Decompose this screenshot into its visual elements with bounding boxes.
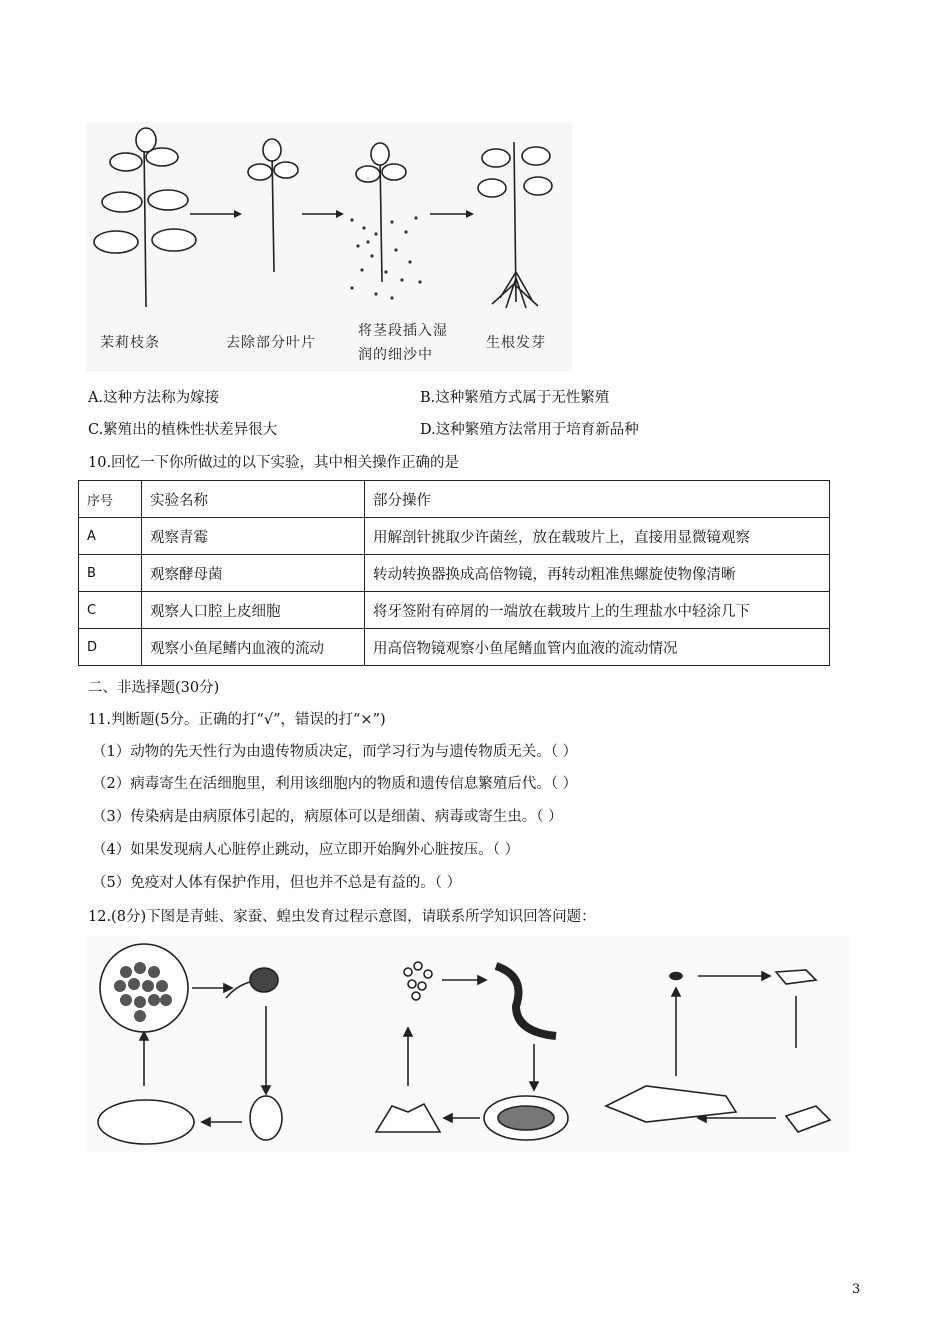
table-row [79, 629, 830, 666]
q10-stem: 10.回忆一下你所做过的以下实验，其中相关操作正确的是 [88, 455, 460, 471]
label-jasmine-branch: 茉莉枝条 [100, 335, 160, 351]
table-row [79, 592, 830, 629]
row-operation: 将牙签附有碎屑的一端放在载玻片上的生理盐水中轻涂几下 [365, 592, 830, 629]
development-cycles-figure [86, 936, 850, 1152]
row-operation: 转动转换器换成高倍物镜，再转动粗准焦螺旋使物像清晰 [365, 555, 830, 592]
header-id: 序号 [79, 481, 142, 518]
label-remove-leaves: 去除部分叶片 [226, 335, 316, 351]
header-operation: 部分操作 [365, 481, 830, 518]
q9-option-d: D.这种繁殖方法常用于培育新品种 [420, 422, 639, 438]
q9-option-b: B.这种繁殖方式属于无性繁殖 [420, 390, 610, 406]
experiment-table [78, 480, 830, 666]
row-operation: 用高倍物镜观察小鱼尾鳍血管内血液的流动情况 [365, 629, 830, 666]
q11-item-3: （3）传染病是由病原体引起的，病原体可以是细菌、病毒或寄生虫。（ ） [92, 809, 563, 825]
page-number: 3 [852, 1282, 861, 1297]
header-name: 实验名称 [142, 481, 365, 518]
row-id: A [79, 518, 142, 555]
q12-stem: 12.(8分)下图是青蛙、家蚕、蝗虫发育过程示意图，请联系所学知识回答问题： [88, 909, 596, 925]
cutting-propagation-figure [86, 122, 572, 372]
row-name: 观察酵母菌 [142, 555, 365, 592]
row-id: D [79, 629, 142, 666]
q11-item-4: （4）如果发现病人心脏停止跳动，应立即开始胸外心脏按压。（ ） [92, 842, 520, 858]
row-name: 观察青霉 [142, 518, 365, 555]
row-id: C [79, 592, 142, 629]
row-id: B [79, 555, 142, 592]
q11-item-5: （5）免疫对人体有保护作用，但也并不总是有益的。（ ） [92, 875, 462, 891]
label-root-sprout: 生根发芽 [486, 335, 546, 351]
label-insert-stem-line1: 将茎段插入湿 [358, 323, 448, 339]
life-cycles-illustration [86, 936, 850, 1152]
q9-option-a: A.这种方法称为嫁接 [88, 390, 220, 406]
q11-item-2: （2）病毒寄生在活细胞里，利用该细胞内的物质和遗传信息繁殖后代。（ ） [92, 776, 578, 792]
label-insert-stem-line2: 润的细沙中 [358, 347, 433, 363]
row-name: 观察人口腔上皮细胞 [142, 592, 365, 629]
table-header-row [79, 481, 830, 518]
row-operation: 用解剖针挑取少许菌丝，放在载玻片上，直接用显微镜观察 [365, 518, 830, 555]
q9-option-c: C.繁殖出的植株性状差异很大 [88, 422, 278, 438]
table-row [79, 518, 830, 555]
q11-item-1: （1）动物的先天性行为由遗传物质决定，而学习行为与遗传物质无关。（ ） [92, 744, 578, 760]
table-row [79, 555, 830, 592]
row-name: 观察小鱼尾鳍内血液的流动 [142, 629, 365, 666]
section-heading: 二、非选择题(30分) [88, 680, 220, 696]
q11-stem: 11.判断题(5分。正确的打“√”，错误的打“×”) [88, 712, 386, 728]
